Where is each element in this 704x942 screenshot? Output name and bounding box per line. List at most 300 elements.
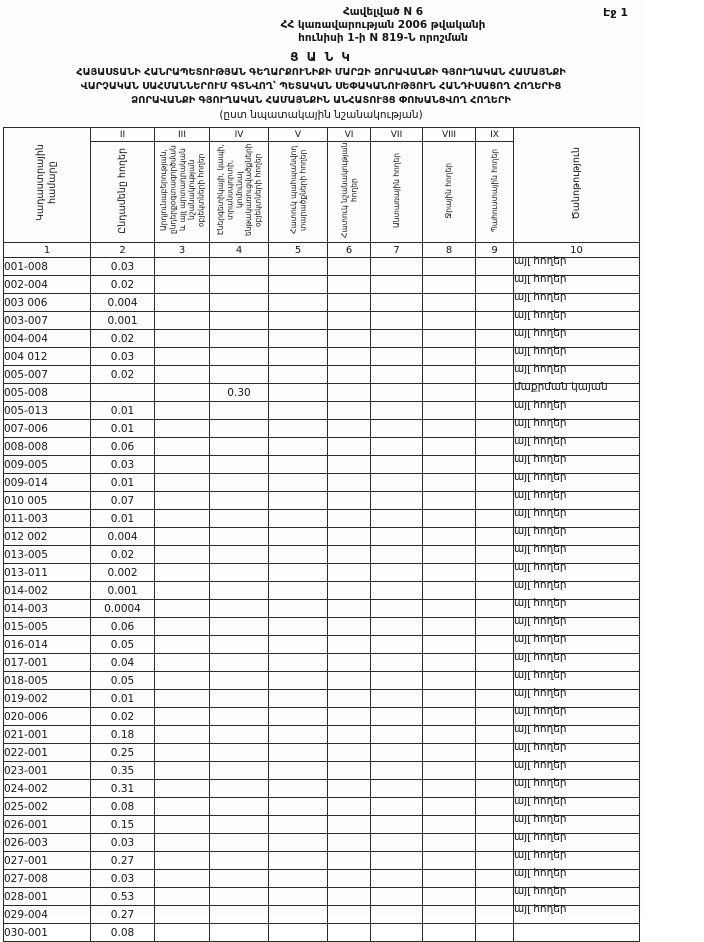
- area-value-cell: [423, 456, 476, 474]
- area-value-cell: [155, 852, 210, 870]
- cell-text: այլ հողեր: [514, 740, 567, 753]
- area-value-cell: [371, 330, 423, 348]
- cell-text: 0.02: [110, 548, 135, 561]
- area-value-cell: [155, 888, 210, 906]
- area-value-cell: [423, 348, 476, 366]
- area-value-cell: [269, 564, 328, 582]
- area-value-cell: [476, 798, 514, 816]
- area-value-cell: [155, 672, 210, 690]
- area-value-cell: [269, 510, 328, 528]
- area-value-cell: [155, 348, 210, 366]
- area-value-cell: [328, 690, 371, 708]
- area-value-cell: [269, 672, 328, 690]
- cell-text: 012 002: [4, 530, 48, 543]
- cell-text: 021-001: [4, 728, 48, 741]
- column-header-label: Պահուստային հողեր: [489, 148, 499, 233]
- area-value-cell: [371, 654, 423, 672]
- cell-text: այլ հողեր: [514, 722, 567, 735]
- document-title: Ց Ա Ն Կ: [290, 50, 352, 65]
- area-value-cell: [269, 798, 328, 816]
- cadastral-code-cell: [4, 564, 91, 582]
- area-value-cell: [371, 528, 423, 546]
- area-value-cell: [210, 258, 269, 276]
- area-value-cell: [155, 402, 210, 420]
- cell-text: 005-008: [4, 386, 48, 399]
- area-value-cell: [423, 438, 476, 456]
- area-value-cell: [269, 708, 328, 726]
- area-value-cell: [155, 366, 210, 384]
- area-value-cell: [371, 312, 423, 330]
- table-header: [4, 128, 640, 258]
- area-value-cell: [371, 816, 423, 834]
- cell-text: այլ հողեր: [514, 578, 567, 591]
- area-value-cell: [423, 384, 476, 402]
- cell-text: 0.03: [110, 458, 135, 471]
- area-value-cell: [328, 276, 371, 294]
- area-value-cell: [91, 834, 155, 852]
- cadastral-code-cell: [4, 348, 91, 366]
- area-value-cell: [476, 852, 514, 870]
- area-value-cell: [371, 888, 423, 906]
- area-value-cell: [328, 636, 371, 654]
- area-value-cell: [423, 546, 476, 564]
- cell-text: այլ հողեր: [514, 434, 567, 447]
- cell-text: 023-001: [4, 764, 48, 777]
- area-value-cell: [155, 258, 210, 276]
- area-value-cell: [476, 654, 514, 672]
- area-value-cell: [328, 438, 371, 456]
- cell-text: 0.03: [110, 836, 135, 849]
- area-value-cell: [328, 870, 371, 888]
- cadastral-code-cell: [4, 258, 91, 276]
- cell-text: 013-005: [4, 548, 48, 561]
- column-header-label: Արդյունաբերության, ընդերքօգտագործման և այլ արտադրական նշանակության օբյեկտների հողեր: [158, 146, 206, 235]
- document-header: [0, 0, 642, 121]
- column-number: 7: [371, 243, 423, 258]
- area-value-cell: [423, 474, 476, 492]
- cell-text: 009-014: [4, 476, 48, 489]
- area-value-cell: [210, 582, 269, 600]
- area-value-cell: [269, 834, 328, 852]
- area-value-cell: [328, 348, 371, 366]
- cell-text: այլ հողեր: [514, 704, 567, 717]
- area-value-cell: [269, 474, 328, 492]
- area-value-cell: [269, 762, 328, 780]
- cadastral-code-cell: [4, 924, 91, 942]
- cell-text: այլ հողեր: [514, 758, 567, 771]
- area-value-cell: [210, 672, 269, 690]
- appendix-line: ՀՀ կառավարության 2006 թվականի: [280, 19, 486, 32]
- area-value-cell: [155, 690, 210, 708]
- roman-numeral: VIII: [423, 128, 476, 142]
- area-value-cell: [476, 708, 514, 726]
- cell-text: այլ հողեր: [514, 794, 567, 807]
- area-value-cell: [423, 924, 476, 942]
- area-value-cell: [155, 708, 210, 726]
- area-value-cell: [423, 690, 476, 708]
- purpose-note: (ըստ նպատակային նշանակության): [219, 109, 423, 122]
- area-value-cell: [371, 834, 423, 852]
- subtitle-line: ՀԱՅԱՍՏԱՆԻ ՀԱՆՐԱՊԵՏՈՒԹՅԱՆ ԳԵՂԱՐՔՈՒՆԻՔԻ ՄԱՐԶԻ ՁՈՐԱՎԱՆՔԻ ԳՅՈՒՂԱԿԱՆ ՀԱՄԱՅՆՔԻ: [76, 67, 566, 79]
- column-header-label: Ծանոթություն: [570, 147, 582, 220]
- area-value-cell: [210, 744, 269, 762]
- area-value-cell: [155, 510, 210, 528]
- area-value-cell: [91, 636, 155, 654]
- cell-text: 0.01: [110, 512, 135, 525]
- area-value-cell: [371, 708, 423, 726]
- area-value-cell: [91, 474, 155, 492]
- area-value-cell: [210, 852, 269, 870]
- area-value-cell: [476, 636, 514, 654]
- cadastral-code-cell: [4, 798, 91, 816]
- cell-text: 0.01: [110, 476, 135, 489]
- cell-text: 0.27: [110, 854, 135, 867]
- area-value-cell: [476, 834, 514, 852]
- cell-text: 015-005: [4, 620, 48, 633]
- area-value-cell: [91, 510, 155, 528]
- cell-text: 005-013: [4, 404, 48, 417]
- cell-text: 0.001: [107, 584, 138, 597]
- area-value-cell: [328, 564, 371, 582]
- area-value-cell: [328, 330, 371, 348]
- area-value-cell: [328, 726, 371, 744]
- area-value-cell: [210, 438, 269, 456]
- area-value-cell: [423, 312, 476, 330]
- appendix-reference: [62, 6, 704, 45]
- area-value-cell: [476, 582, 514, 600]
- area-value-cell: [210, 474, 269, 492]
- area-value-cell: [328, 708, 371, 726]
- cell-text: 024-002: [4, 782, 48, 795]
- area-value-cell: [155, 636, 210, 654]
- area-value-cell: [155, 816, 210, 834]
- cell-text: այլ հողեր: [514, 830, 567, 843]
- area-value-cell: [328, 924, 371, 942]
- area-value-cell: [155, 780, 210, 798]
- cell-text: 0.02: [110, 368, 135, 381]
- area-value-cell: [371, 474, 423, 492]
- cell-text: 014-002: [4, 584, 48, 597]
- cell-text: 003-007: [4, 314, 48, 327]
- cell-text: 002-004: [4, 278, 48, 291]
- cell-text: այլ հողեր: [514, 308, 567, 321]
- area-value-cell: [269, 294, 328, 312]
- subtitle-line: ՁՈՐԱՎԱՆՔԻ ԳՅՈՒՂԱԿԱՆ ՀԱՄԱՅՆՔԻՆ ԱՆՀԱՏՈՒՅՑ ՓՈԽԱՆՑՎՈՂ ՀՈՂԵՐԻ: [131, 94, 511, 106]
- cadastral-code-cell: [4, 726, 91, 744]
- column-header-label: Ջրային հողեր: [444, 162, 454, 219]
- area-value-cell: [423, 906, 476, 924]
- area-value-cell: [210, 654, 269, 672]
- area-value-cell: [328, 546, 371, 564]
- area-value-cell: [155, 564, 210, 582]
- column-header-water-lands: [423, 142, 476, 243]
- area-value-cell: [91, 528, 155, 546]
- cell-text: այլ հողեր: [514, 344, 567, 357]
- area-value-cell: [91, 906, 155, 924]
- cell-text: 0.03: [110, 872, 135, 885]
- area-value-cell: [371, 870, 423, 888]
- area-value-cell: [91, 762, 155, 780]
- cadastral-code-cell: [4, 744, 91, 762]
- area-value-cell: [371, 636, 423, 654]
- cell-text: 0.07: [110, 494, 135, 507]
- area-value-cell: [423, 762, 476, 780]
- area-value-cell: [91, 672, 155, 690]
- area-value-cell: [91, 294, 155, 312]
- cell-text: այլ հողեր: [514, 686, 567, 699]
- area-value-cell: [155, 312, 210, 330]
- area-value-cell: [328, 834, 371, 852]
- area-value-cell: [423, 402, 476, 420]
- area-value-cell: [328, 474, 371, 492]
- area-value-cell: [210, 510, 269, 528]
- area-value-cell: [155, 618, 210, 636]
- area-value-cell: [210, 834, 269, 852]
- area-value-cell: [328, 888, 371, 906]
- area-value-cell: [371, 924, 423, 942]
- area-value-cell: [210, 636, 269, 654]
- cell-text: 010 005: [4, 494, 48, 507]
- cell-text: այլ հողեր: [514, 416, 567, 429]
- area-value-cell: [269, 546, 328, 564]
- note-cell: [514, 924, 640, 942]
- column-number: 1: [4, 243, 91, 258]
- area-value-cell: [210, 726, 269, 744]
- area-value-cell: [328, 852, 371, 870]
- area-value-cell: [269, 636, 328, 654]
- area-value-cell: [269, 366, 328, 384]
- area-value-cell: [210, 402, 269, 420]
- area-value-cell: [269, 744, 328, 762]
- cell-text: 0.002: [107, 566, 138, 579]
- area-value-cell: [91, 708, 155, 726]
- area-value-cell: [210, 348, 269, 366]
- cell-text: 0.08: [110, 800, 135, 813]
- area-value-cell: [371, 258, 423, 276]
- area-value-cell: [91, 438, 155, 456]
- cell-text: այլ հողեր: [514, 290, 567, 303]
- cell-text: մաքրման կայան: [514, 380, 608, 393]
- area-value-cell: [328, 600, 371, 618]
- cadastral-code-cell: [4, 672, 91, 690]
- area-value-cell: [423, 330, 476, 348]
- area-value-cell: [423, 834, 476, 852]
- cell-text: այլ հողեր: [514, 632, 567, 645]
- area-value-cell: [91, 384, 155, 402]
- column-header-special-purpose-lands: [328, 142, 371, 243]
- roman-numeral: IV: [210, 128, 269, 142]
- cadastral-code-cell: [4, 762, 91, 780]
- cell-text: 0.02: [110, 710, 135, 723]
- area-value-cell: [269, 330, 328, 348]
- column-header-note: [514, 128, 640, 243]
- area-value-cell: [328, 906, 371, 924]
- column-number: 9: [476, 243, 514, 258]
- area-value-cell: [328, 366, 371, 384]
- area-value-cell: [371, 600, 423, 618]
- table-body: [4, 254, 640, 942]
- area-value-cell: [91, 924, 155, 942]
- area-value-cell: [91, 312, 155, 330]
- cell-text: այլ հողեր: [514, 542, 567, 555]
- area-value-cell: [210, 888, 269, 906]
- area-value-cell: [155, 384, 210, 402]
- area-value-cell: [210, 456, 269, 474]
- table-row: [4, 924, 640, 942]
- column-number: 10: [514, 243, 640, 258]
- column-number: 4: [210, 243, 269, 258]
- column-number: 2: [91, 243, 155, 258]
- area-value-cell: [423, 726, 476, 744]
- cadastral-code-cell: [4, 690, 91, 708]
- cadastral-code-cell: [4, 402, 91, 420]
- cadastral-code-cell: [4, 708, 91, 726]
- area-value-cell: [91, 402, 155, 420]
- cell-text: 008-008: [4, 440, 48, 453]
- area-value-cell: [328, 456, 371, 474]
- area-value-cell: [371, 852, 423, 870]
- area-value-cell: [476, 294, 514, 312]
- cell-text: այլ հողեր: [514, 614, 567, 627]
- area-value-cell: [155, 600, 210, 618]
- area-value-cell: [328, 384, 371, 402]
- area-value-cell: [210, 762, 269, 780]
- cell-text: 0.53: [110, 890, 135, 903]
- area-value-cell: [476, 780, 514, 798]
- cell-text: 030-001: [4, 926, 48, 939]
- area-value-cell: [423, 618, 476, 636]
- area-value-cell: [423, 708, 476, 726]
- cell-text: այլ հողեր: [514, 596, 567, 609]
- area-value-cell: [328, 492, 371, 510]
- column-header-forest-lands: [371, 142, 423, 243]
- column-header-industrial-lands: [155, 142, 210, 243]
- area-value-cell: [328, 780, 371, 798]
- area-value-cell: [155, 924, 210, 942]
- cadastral-code-cell: [4, 330, 91, 348]
- cell-text: 028-001: [4, 890, 48, 903]
- area-value-cell: [328, 402, 371, 420]
- column-header-infrastructure-lands: [210, 142, 269, 243]
- area-value-cell: [210, 798, 269, 816]
- area-value-cell: [269, 780, 328, 798]
- appendix-line: Հավելված N 6: [342, 6, 424, 18]
- cadastral-code-cell: [4, 438, 91, 456]
- area-value-cell: [155, 546, 210, 564]
- cell-text: այլ հողեր: [514, 506, 567, 519]
- cell-text: այլ հողեր: [514, 812, 567, 825]
- cell-text: 0.01: [110, 404, 135, 417]
- column-header-label: Կադաստրային համարը: [35, 145, 58, 222]
- area-value-cell: [210, 924, 269, 942]
- cell-text: 0.25: [110, 746, 135, 759]
- area-value-cell: [423, 510, 476, 528]
- cell-text: 018-005: [4, 674, 48, 687]
- area-value-cell: [269, 402, 328, 420]
- cell-text: 0.04: [110, 656, 135, 669]
- area-value-cell: [328, 312, 371, 330]
- cadastral-code-cell: [4, 852, 91, 870]
- cell-text: 0.31: [110, 782, 135, 795]
- cell-text: այլ հողեր: [514, 398, 567, 411]
- area-value-cell: [328, 654, 371, 672]
- area-value-cell: [423, 366, 476, 384]
- area-value-cell: [476, 690, 514, 708]
- area-value-cell: [269, 600, 328, 618]
- area-value-cell: [269, 870, 328, 888]
- area-value-cell: [476, 762, 514, 780]
- area-value-cell: [210, 420, 269, 438]
- area-value-cell: [328, 294, 371, 312]
- area-value-cell: [91, 780, 155, 798]
- cadastral-code-cell: [4, 312, 91, 330]
- cadastral-code-cell: [4, 870, 91, 888]
- area-value-cell: [328, 510, 371, 528]
- area-value-cell: [423, 492, 476, 510]
- area-value-cell: [476, 888, 514, 906]
- cell-text: 0.30: [227, 386, 251, 399]
- area-value-cell: [371, 582, 423, 600]
- area-value-cell: [91, 564, 155, 582]
- area-value-cell: [269, 582, 328, 600]
- cell-text: այլ հողեր: [514, 776, 567, 789]
- area-value-cell: [423, 420, 476, 438]
- area-value-cell: [155, 744, 210, 762]
- area-value-cell: [476, 348, 514, 366]
- area-value-cell: [91, 888, 155, 906]
- area-value-cell: [328, 582, 371, 600]
- cell-text: 014-003: [4, 602, 48, 615]
- area-value-cell: [476, 906, 514, 924]
- area-value-cell: [210, 618, 269, 636]
- area-value-cell: [155, 294, 210, 312]
- cell-text: այլ հողեր: [514, 902, 567, 915]
- area-value-cell: [423, 600, 476, 618]
- area-value-cell: [269, 618, 328, 636]
- area-value-cell: [476, 330, 514, 348]
- area-value-cell: [371, 672, 423, 690]
- area-value-cell: [269, 654, 328, 672]
- area-value-cell: [269, 492, 328, 510]
- cell-text: 001-008: [4, 260, 48, 273]
- area-value-cell: [269, 456, 328, 474]
- cell-text: 011-003: [4, 512, 48, 525]
- area-value-cell: [91, 870, 155, 888]
- area-value-cell: [210, 492, 269, 510]
- cell-text: 026-003: [4, 836, 48, 849]
- cell-text: այլ հողեր: [514, 254, 567, 267]
- column-number: 3: [155, 243, 210, 258]
- area-value-cell: [476, 528, 514, 546]
- roman-numeral: IX: [476, 128, 514, 142]
- area-value-cell: [210, 528, 269, 546]
- area-value-cell: [423, 852, 476, 870]
- area-value-cell: [210, 564, 269, 582]
- cadastral-code-cell: [4, 654, 91, 672]
- area-value-cell: [371, 564, 423, 582]
- area-value-cell: [210, 312, 269, 330]
- column-number: 8: [423, 243, 476, 258]
- area-value-cell: [91, 330, 155, 348]
- area-value-cell: [155, 834, 210, 852]
- area-value-cell: [371, 492, 423, 510]
- area-value-cell: [423, 294, 476, 312]
- area-value-cell: [371, 402, 423, 420]
- cell-text: 029-004: [4, 908, 48, 921]
- cell-text: 0.05: [110, 638, 135, 651]
- area-value-cell: [423, 672, 476, 690]
- area-value-cell: [210, 690, 269, 708]
